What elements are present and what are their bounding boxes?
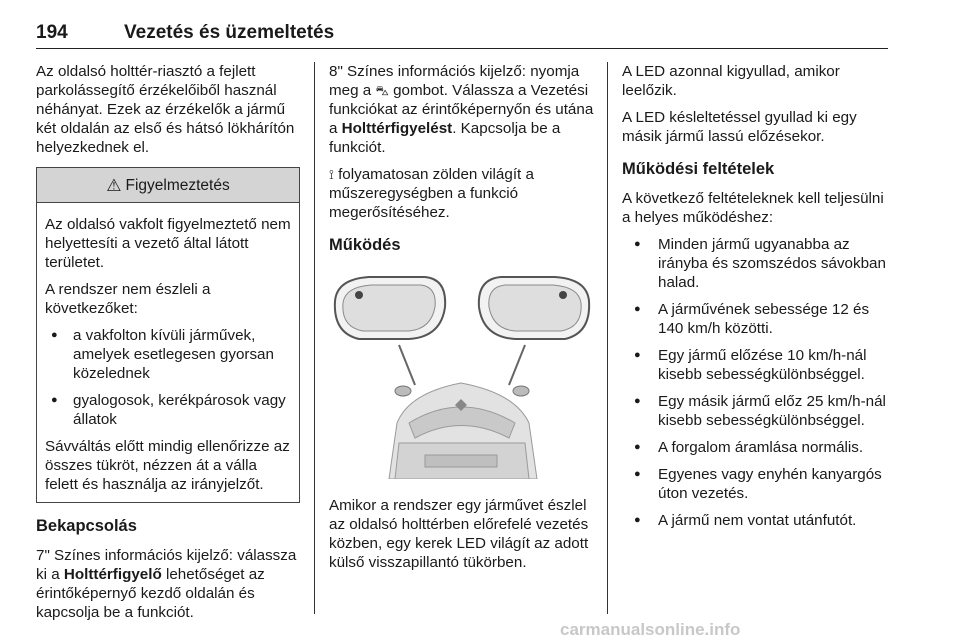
list-item: ● gyalogosok, kerékpárosok vagy állatok xyxy=(45,391,291,429)
warning-box xyxy=(36,167,300,503)
list-item: ● Minden jármű ugyanabba az irányba és szomszédos sávokban halad. xyxy=(628,235,892,292)
column-divider xyxy=(607,62,608,614)
warning-header xyxy=(37,168,299,203)
menu-option-label: Holttérfigyelést xyxy=(341,120,453,137)
column-1 xyxy=(36,62,300,630)
operation-paragraph: Amikor a rendszer egy járművet észlel az oldalsó holttérben előrefelé vezetés közben, egy kerek LED világít az adott külső visszapillantó tükörben. xyxy=(329,497,589,571)
list-item: ● Egyenes vagy enyhén kanyargós úton vezetés. xyxy=(628,465,892,503)
led-paragraph: A LED késleltetéssel gyullad ki egy másik jármű lassú előzésekor. xyxy=(622,109,857,145)
warning-paragraph: A rendszer nem észleli a következőket: xyxy=(45,281,211,317)
section-heading-mukodes: Működés xyxy=(329,236,401,254)
warning-list xyxy=(45,326,291,429)
list-item: ● Egy másik jármű előz 25 km/h-nál kisebb sebességkülönbséggel. xyxy=(628,392,892,430)
led-indicator-icon xyxy=(355,291,363,299)
list-item: ● A járművének sebessége 12 és 140 km/h közötti. xyxy=(628,300,892,338)
warning-title: Figyelmeztetés xyxy=(125,176,230,194)
intro-paragraph: Az oldalsó holttér-riasztó a fejlett parkolássegítő érzékelőiből használ néhányat. Ezek az érzékelők a jármű két oldalán az első és hátsó lökhárítón helyezkednek el. xyxy=(36,63,295,156)
text-span: gombot. Válassza a Vezetési funkciókat az érintőképernyőn és utána a xyxy=(329,82,594,137)
settings-paragraph xyxy=(329,62,599,157)
warning-body xyxy=(37,203,299,502)
watermark: carmanualsonline.info xyxy=(560,620,741,639)
page-header xyxy=(36,14,888,49)
blind-spot-indicator-icon: ⟟ xyxy=(329,167,334,182)
warning-triangle-icon: ⚠ xyxy=(106,175,122,195)
text-span: folyamatosan zölden világít a műszeregységben a funkció megerősítéséhez. xyxy=(329,166,534,221)
list-item: ● a vakfolton kívüli járművek, amelyek esetlegesen gyorsan közelednek xyxy=(45,326,291,383)
car-settings-icon: ⛍ xyxy=(375,83,389,98)
list-item: ● Egy jármű előzése 10 km/h-nál kisebb sebességkülönbséggel. xyxy=(628,346,892,384)
text-span: 7" Színes információs kijelző: válassza ki a xyxy=(36,547,297,583)
list-item: ● A jármű nem vontat utánfutót. xyxy=(628,511,892,530)
led-paragraph: A LED azonnal kigyullad, amikor leelőzik. xyxy=(622,63,840,99)
warning-paragraph: Sávváltás előtt mindig ellenőrizze az összes tükröt, nézzen át a válla felett és használja az irányjelzőt. xyxy=(45,438,290,493)
section-heading-conditions: Működési feltételek xyxy=(622,160,775,178)
conditions-list xyxy=(622,235,892,530)
warning-paragraph: Az oldalsó vakfolt figyelmeztető nem helyettesíti a vezető által látott területet. xyxy=(45,216,291,271)
indicator-paragraph xyxy=(329,165,599,222)
text-span: lehetőséget az érintőképernyő kezdő oldalán és kapcsolja be a funkciót. xyxy=(36,566,265,621)
text-span: . Kapcsolja be a funkciót. xyxy=(329,120,561,156)
conditions-intro: A következő feltételeknek kell teljesülni a helyes működéshez: xyxy=(622,190,884,226)
list-item: ● A forgalom áramlása normális. xyxy=(628,438,892,457)
text-span: 8" Színes információs kijelző: nyomja meg a xyxy=(329,63,580,99)
column-3 xyxy=(622,62,892,538)
menu-option-label: Holttérfigyelő xyxy=(63,566,162,583)
column-2 xyxy=(329,62,599,580)
page-title: Vezetés és üzemeltetés xyxy=(124,22,335,43)
bekapcsolas-paragraph xyxy=(36,546,300,622)
led-indicator-icon xyxy=(559,291,567,299)
page-number: 194 xyxy=(36,22,68,43)
mirror-car-illustration xyxy=(329,273,595,479)
column-divider xyxy=(314,62,315,614)
section-heading-bekapcsolas: Bekapcsolás xyxy=(36,517,137,535)
